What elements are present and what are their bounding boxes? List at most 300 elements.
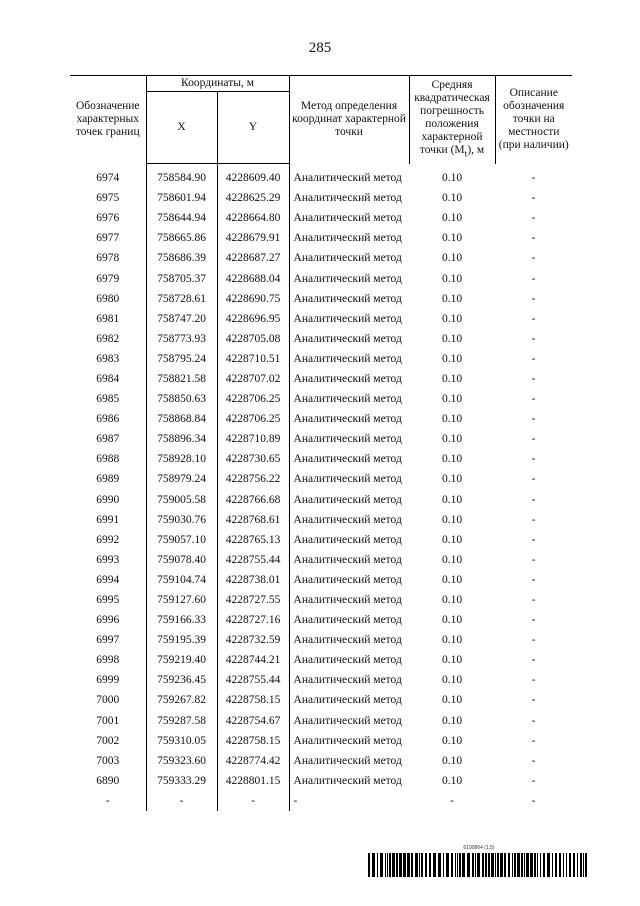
- cell-mean-square-error: 0.10: [441, 774, 463, 787]
- barcode-bar: [433, 853, 436, 877]
- barcode-bar: [563, 853, 564, 877]
- table-row: [70, 248, 572, 268]
- cell-mean-square-error: 0.10: [441, 232, 463, 245]
- cell-description: -: [531, 372, 536, 385]
- barcode-bar: [477, 853, 480, 877]
- table-row: [70, 570, 572, 590]
- cell-method: Аналитический метод: [289, 164, 409, 189]
- cell-point-id: 6978: [96, 252, 120, 265]
- table-row: [70, 409, 572, 429]
- barcode-label: 6190864 (1.5): [463, 845, 495, 851]
- cell-point-id: 6988: [96, 453, 120, 466]
- barcode-bar: [534, 853, 536, 877]
- cell-description: -: [531, 473, 536, 486]
- cell-method: Аналитический метод: [289, 570, 409, 590]
- table-row: [70, 469, 572, 489]
- cell-mean-square-error: 0.10: [441, 171, 463, 184]
- barcode-bar: [485, 853, 487, 877]
- cell-method: Аналитический метод: [289, 268, 409, 288]
- cell-description: -: [531, 614, 536, 627]
- table-row: [70, 228, 572, 248]
- cell-point-id: 6976: [96, 212, 120, 225]
- table-row: [70, 530, 572, 550]
- cell-x-coordinate: 759005.58: [146, 490, 217, 510]
- barcode-bar: [425, 853, 427, 877]
- cell-description: -: [531, 393, 536, 406]
- cell-mean-square-error: 0.10: [441, 734, 463, 747]
- barcode-bar: [543, 853, 545, 877]
- cell-description: -: [531, 634, 536, 647]
- barcode-bar: [573, 853, 575, 877]
- cell-mean-square-error: 0.10: [441, 413, 463, 426]
- cell-x-coordinate: 759267.82: [146, 690, 217, 710]
- cell-y-coordinate: 4228727.55: [217, 590, 289, 610]
- cell-x-coordinate: 758850.63: [146, 389, 217, 409]
- barcode-bar: [504, 853, 506, 877]
- cell-description: -: [531, 352, 536, 365]
- barcode-bar: [372, 853, 375, 877]
- cell-mean-square-error: 0.10: [441, 473, 463, 486]
- barcode-bar: [399, 853, 402, 877]
- cell-x-coordinate: 759310.05: [146, 731, 217, 751]
- cell-y-coordinate: 4228687.27: [217, 248, 289, 268]
- barcode-bar: [530, 853, 533, 877]
- cell-y-coordinate: 4228801.15: [217, 771, 289, 791]
- barcode-image: [368, 853, 590, 877]
- header-description: Описание обозначения точки на местности (при наличии): [495, 76, 572, 164]
- cell-method: Аналитический метод: [289, 469, 409, 489]
- cell-y-coordinate: 4228609.40: [217, 164, 289, 189]
- cell-mean-square-error: 0.10: [441, 573, 463, 586]
- table-row: [70, 429, 572, 449]
- cell-point-id: 6979: [96, 272, 120, 285]
- cell-mean-square-error: 0.10: [441, 594, 463, 607]
- barcode-bar: [380, 853, 383, 877]
- cell-y-coordinate: 4228706.25: [217, 409, 289, 429]
- table-row: [70, 791, 572, 811]
- cell-x-coordinate: 758705.37: [146, 268, 217, 288]
- coordinates-table: [70, 75, 572, 811]
- cell-y-coordinate: 4228707.02: [217, 369, 289, 389]
- barcode-bar: [451, 853, 453, 877]
- cell-point-id: 6993: [96, 553, 120, 566]
- cell-mean-square-error: 0.10: [441, 252, 463, 265]
- cell-description: -: [531, 594, 536, 607]
- cell-point-id: -: [105, 794, 110, 807]
- table-row: [70, 309, 572, 329]
- barcode-bar: [419, 853, 420, 877]
- header-error-unit: ), м: [467, 144, 485, 157]
- cell-y-coordinate: 4228688.04: [217, 268, 289, 288]
- cell-point-id: 6996: [96, 614, 120, 627]
- cell-y-coordinate: 4228710.89: [217, 429, 289, 449]
- cell-method: Аналитический метод: [289, 711, 409, 731]
- cell-description: -: [531, 453, 536, 466]
- table-row: [70, 731, 572, 751]
- cell-point-id: 6985: [96, 393, 120, 406]
- cell-mean-square-error: -: [450, 794, 454, 807]
- cell-mean-square-error: 0.10: [441, 272, 463, 285]
- cell-x-coordinate: 759030.76: [146, 510, 217, 530]
- cell-y-coordinate: 4228768.61: [217, 510, 289, 530]
- cell-description: -: [531, 714, 536, 727]
- cell-x-coordinate: 759104.74: [146, 570, 217, 590]
- barcode-bar: [512, 853, 513, 877]
- cell-mean-square-error: 0.10: [441, 714, 463, 727]
- cell-method: Аналитический метод: [289, 771, 409, 791]
- cell-description: -: [531, 754, 536, 767]
- cell-y-coordinate: 4228730.65: [217, 449, 289, 469]
- cell-y-coordinate: 4228766.68: [217, 490, 289, 510]
- barcode-bar: [540, 853, 541, 877]
- cell-x-coordinate: 758747.20: [146, 309, 217, 329]
- cell-description: -: [531, 433, 536, 446]
- cell-method: Аналитический метод: [289, 289, 409, 309]
- cell-mean-square-error: 0.10: [441, 192, 463, 205]
- table-row: [70, 550, 572, 570]
- cell-x-coordinate: 759236.45: [146, 670, 217, 690]
- barcode-bar: [443, 853, 444, 877]
- cell-description: -: [531, 312, 536, 325]
- barcode-bar: [475, 853, 476, 877]
- cell-method: Аналитический метод: [289, 690, 409, 710]
- barcode-bar: [566, 853, 567, 877]
- cell-method: Аналитический метод: [289, 751, 409, 771]
- barcode-bar: [552, 853, 553, 877]
- table-row: [70, 329, 572, 349]
- cell-mean-square-error: 0.10: [441, 754, 463, 767]
- cell-x-coordinate: 758665.86: [146, 228, 217, 248]
- cell-y-coordinate: 4228690.75: [217, 289, 289, 309]
- cell-point-id: 6989: [96, 473, 120, 486]
- cell-mean-square-error: 0.10: [441, 372, 463, 385]
- barcode-bar: [585, 853, 587, 877]
- cell-x-coordinate: 759323.60: [146, 751, 217, 771]
- cell-description: -: [531, 794, 536, 807]
- table-row: [70, 268, 572, 288]
- cell-point-id: 6974: [96, 171, 120, 184]
- cell-x-coordinate: 758584.90: [146, 164, 217, 189]
- cell-x-coordinate: 758896.34: [146, 429, 217, 449]
- barcode-bar: [462, 853, 465, 877]
- cell-point-id: 7000: [96, 694, 120, 707]
- barcode-bar: [403, 853, 406, 877]
- cell-method: Аналитический метод: [289, 731, 409, 751]
- table-row: [70, 690, 572, 710]
- cell-point-id: 6980: [96, 292, 120, 305]
- cell-mean-square-error: 0.10: [441, 312, 463, 325]
- cell-description: -: [531, 553, 536, 566]
- cell-point-id: 7001: [96, 714, 120, 727]
- barcode-bar: [547, 853, 550, 877]
- cell-x-coordinate: 759195.39: [146, 630, 217, 650]
- barcode-block: [368, 845, 590, 877]
- barcode-bar: [396, 853, 398, 877]
- cell-description: -: [531, 513, 536, 526]
- cell-method: Аналитический метод: [289, 590, 409, 610]
- table-row: [70, 751, 572, 771]
- cell-y-coordinate: 4228755.44: [217, 550, 289, 570]
- cell-mean-square-error: 0.10: [441, 352, 463, 365]
- cell-description: -: [531, 674, 536, 687]
- cell-x-coordinate: 759333.29: [146, 771, 217, 791]
- cell-y-coordinate: 4228625.29: [217, 188, 289, 208]
- cell-description: -: [531, 573, 536, 586]
- header-point-designation: Обозначение характерных точек границ: [70, 76, 146, 164]
- cell-method: Аналитический метод: [289, 670, 409, 690]
- cell-description: -: [531, 171, 536, 184]
- barcode-bar: [559, 853, 561, 877]
- header-coordinates-group: Координаты, м: [146, 76, 289, 92]
- cell-mean-square-error: 0.10: [441, 212, 463, 225]
- cell-y-coordinate: 4228754.67: [217, 711, 289, 731]
- cell-y-coordinate: 4228732.59: [217, 630, 289, 650]
- cell-point-id: 6990: [96, 493, 120, 506]
- cell-method: Аналитический метод: [289, 409, 409, 429]
- barcode-bar: [517, 853, 520, 877]
- cell-description: -: [531, 232, 536, 245]
- barcode-bar: [524, 853, 525, 877]
- barcode-bar: [583, 853, 584, 877]
- cell-x-coordinate: 758728.61: [146, 289, 217, 309]
- cell-point-id: 6997: [96, 634, 120, 647]
- barcode-bar: [446, 853, 449, 877]
- cell-method: Аналитический метод: [289, 610, 409, 630]
- cell-point-id: 6992: [96, 533, 120, 546]
- cell-x-coordinate: 759127.60: [146, 590, 217, 610]
- barcode-bar: [569, 853, 571, 877]
- cell-x-coordinate: -: [146, 791, 217, 811]
- cell-mean-square-error: 0.10: [441, 433, 463, 446]
- cell-mean-square-error: 0.10: [441, 513, 463, 526]
- cell-description: -: [531, 272, 536, 285]
- cell-method: Аналитический метод: [289, 349, 409, 369]
- table-row: [70, 711, 572, 731]
- cell-method: Аналитический метод: [289, 208, 409, 228]
- header-error-text: Средняя квадратическая погрешность положения характерной точки (M: [414, 79, 490, 157]
- table-row: [70, 590, 572, 610]
- barcode-bar: [537, 853, 538, 877]
- barcode-bar: [577, 853, 578, 877]
- table-row: [70, 389, 572, 409]
- barcode-bar: [497, 853, 499, 877]
- cell-y-coordinate: 4228765.13: [217, 530, 289, 550]
- table-row: [70, 670, 572, 690]
- cell-method: Аналитический метод: [289, 228, 409, 248]
- cell-method: Аналитический метод: [289, 429, 409, 449]
- cell-y-coordinate: 4228755.44: [217, 670, 289, 690]
- header-method: Метод определения координат характерной точки: [289, 76, 409, 164]
- barcode-bar: [514, 853, 516, 877]
- cell-method: -: [289, 791, 409, 811]
- cell-x-coordinate: 758928.10: [146, 449, 217, 469]
- cell-point-id: 6987: [96, 433, 120, 446]
- cell-y-coordinate: 4228756.22: [217, 469, 289, 489]
- cell-y-coordinate: 4228710.51: [217, 349, 289, 369]
- cell-description: -: [531, 694, 536, 707]
- cell-method: Аналитический метод: [289, 389, 409, 409]
- cell-y-coordinate: 4228664.80: [217, 208, 289, 228]
- barcode-bar: [421, 853, 423, 877]
- cell-method: Аналитический метод: [289, 449, 409, 469]
- cell-description: -: [531, 413, 536, 426]
- cell-x-coordinate: 759287.58: [146, 711, 217, 731]
- barcode-bar: [500, 853, 503, 877]
- table-row: [70, 449, 572, 469]
- cell-x-coordinate: 758821.58: [146, 369, 217, 389]
- table-row: [70, 610, 572, 630]
- cell-y-coordinate: 4228679.91: [217, 228, 289, 248]
- cell-point-id: 7003: [96, 754, 120, 767]
- cell-mean-square-error: 0.10: [441, 393, 463, 406]
- barcode-bar: [429, 853, 431, 877]
- cell-point-id: 6991: [96, 513, 120, 526]
- cell-mean-square-error: 0.10: [441, 654, 463, 667]
- cell-mean-square-error: 0.10: [441, 614, 463, 627]
- table-row: [70, 771, 572, 791]
- cell-description: -: [531, 332, 536, 345]
- barcode-bar: [415, 853, 418, 877]
- barcode-bar: [377, 853, 378, 877]
- barcode-bar: [411, 853, 413, 877]
- barcode-bar: [482, 853, 484, 877]
- cell-y-coordinate: -: [217, 791, 289, 811]
- barcode-bar: [508, 853, 510, 877]
- cell-description: -: [531, 212, 536, 225]
- cell-point-id: 6981: [96, 312, 120, 325]
- cell-y-coordinate: 4228758.15: [217, 731, 289, 751]
- cell-y-coordinate: 4228738.01: [217, 570, 289, 590]
- cell-x-coordinate: 759078.40: [146, 550, 217, 570]
- table-row: [70, 289, 572, 309]
- barcode-bar: [438, 853, 441, 877]
- cell-x-coordinate: 758601.94: [146, 188, 217, 208]
- cell-point-id: 6999: [96, 674, 120, 687]
- cell-x-coordinate: 758979.24: [146, 469, 217, 489]
- cell-method: Аналитический метод: [289, 490, 409, 510]
- cell-description: -: [531, 734, 536, 747]
- barcode-bar: [526, 853, 529, 877]
- cell-point-id: 6983: [96, 352, 120, 365]
- cell-point-id: 6890: [96, 774, 120, 787]
- cell-mean-square-error: 0.10: [441, 332, 463, 345]
- cell-mean-square-error: 0.10: [441, 533, 463, 546]
- barcode-bar: [459, 853, 461, 877]
- barcode-bar: [467, 853, 470, 877]
- barcode-bar: [488, 853, 490, 877]
- cell-x-coordinate: 758795.24: [146, 349, 217, 369]
- cell-mean-square-error: 0.10: [441, 634, 463, 647]
- cell-description: -: [531, 493, 536, 506]
- cell-x-coordinate: 758868.84: [146, 409, 217, 429]
- barcode-bar: [491, 853, 494, 877]
- cell-method: Аналитический метод: [289, 188, 409, 208]
- cell-method: Аналитический метод: [289, 329, 409, 349]
- barcode-bar: [407, 853, 410, 877]
- cell-mean-square-error: 0.10: [441, 694, 463, 707]
- table-row: [70, 208, 572, 228]
- cell-point-id: 6984: [96, 372, 120, 385]
- barcode-bar: [387, 853, 388, 877]
- table-row: [70, 510, 572, 530]
- cell-x-coordinate: 759219.40: [146, 650, 217, 670]
- table-body: [70, 164, 572, 812]
- cell-description: -: [531, 533, 536, 546]
- barcode-bar: [385, 853, 386, 877]
- cell-point-id: 6998: [96, 654, 120, 667]
- header-mean-square-error: [409, 76, 495, 164]
- table-row: [70, 349, 572, 369]
- table-row: [70, 164, 572, 189]
- cell-description: -: [531, 192, 536, 205]
- cell-point-id: 7002: [96, 734, 120, 747]
- cell-method: Аналитический метод: [289, 650, 409, 670]
- barcode-bar: [455, 853, 456, 877]
- barcode-bar: [495, 853, 496, 877]
- cell-method: Аналитический метод: [289, 369, 409, 389]
- cell-description: -: [531, 654, 536, 667]
- cell-point-id: 6994: [96, 573, 120, 586]
- cell-y-coordinate: 4228696.95: [217, 309, 289, 329]
- barcode-bar: [555, 853, 557, 877]
- cell-y-coordinate: 4228706.25: [217, 389, 289, 409]
- cell-mean-square-error: 0.10: [441, 453, 463, 466]
- barcode-bar: [389, 853, 391, 877]
- header-x: X: [146, 92, 217, 164]
- cell-method: Аналитический метод: [289, 550, 409, 570]
- header-y: Y: [217, 92, 289, 164]
- cell-x-coordinate: 758686.39: [146, 248, 217, 268]
- cell-y-coordinate: 4228705.08: [217, 329, 289, 349]
- cell-point-id: 6977: [96, 232, 120, 245]
- cell-point-id: 6986: [96, 413, 120, 426]
- cell-mean-square-error: 0.10: [441, 674, 463, 687]
- cell-description: -: [531, 292, 536, 305]
- table-row: [70, 188, 572, 208]
- cell-y-coordinate: 4228727.16: [217, 610, 289, 630]
- cell-x-coordinate: 759057.10: [146, 530, 217, 550]
- table-row: [70, 650, 572, 670]
- barcode-bar: [472, 853, 474, 877]
- cell-description: -: [531, 774, 536, 787]
- cell-y-coordinate: 4228744.21: [217, 650, 289, 670]
- barcode-bar: [580, 853, 582, 877]
- cell-point-id: 6995: [96, 594, 120, 607]
- cell-mean-square-error: 0.10: [441, 292, 463, 305]
- cell-point-id: 6982: [96, 332, 120, 345]
- table-row: [70, 630, 572, 650]
- cell-description: -: [531, 252, 536, 265]
- cell-method: Аналитический метод: [289, 309, 409, 329]
- cell-y-coordinate: 4228774.42: [217, 751, 289, 771]
- page-number: 285: [308, 40, 332, 56]
- cell-mean-square-error: 0.10: [441, 493, 463, 506]
- cell-x-coordinate: 758773.93: [146, 329, 217, 349]
- barcode-bar: [457, 853, 458, 877]
- cell-method: Аналитический метод: [289, 630, 409, 650]
- cell-x-coordinate: 759166.33: [146, 610, 217, 630]
- cell-method: Аналитический метод: [289, 510, 409, 530]
- cell-method: Аналитический метод: [289, 248, 409, 268]
- table-row: [70, 369, 572, 389]
- cell-point-id: 6975: [96, 192, 120, 205]
- cell-y-coordinate: 4228758.15: [217, 690, 289, 710]
- cell-x-coordinate: 758644.94: [146, 208, 217, 228]
- cell-mean-square-error: 0.10: [441, 553, 463, 566]
- barcode-bar: [392, 853, 395, 877]
- barcode-bar: [521, 853, 523, 877]
- barcode-bar: [368, 853, 370, 877]
